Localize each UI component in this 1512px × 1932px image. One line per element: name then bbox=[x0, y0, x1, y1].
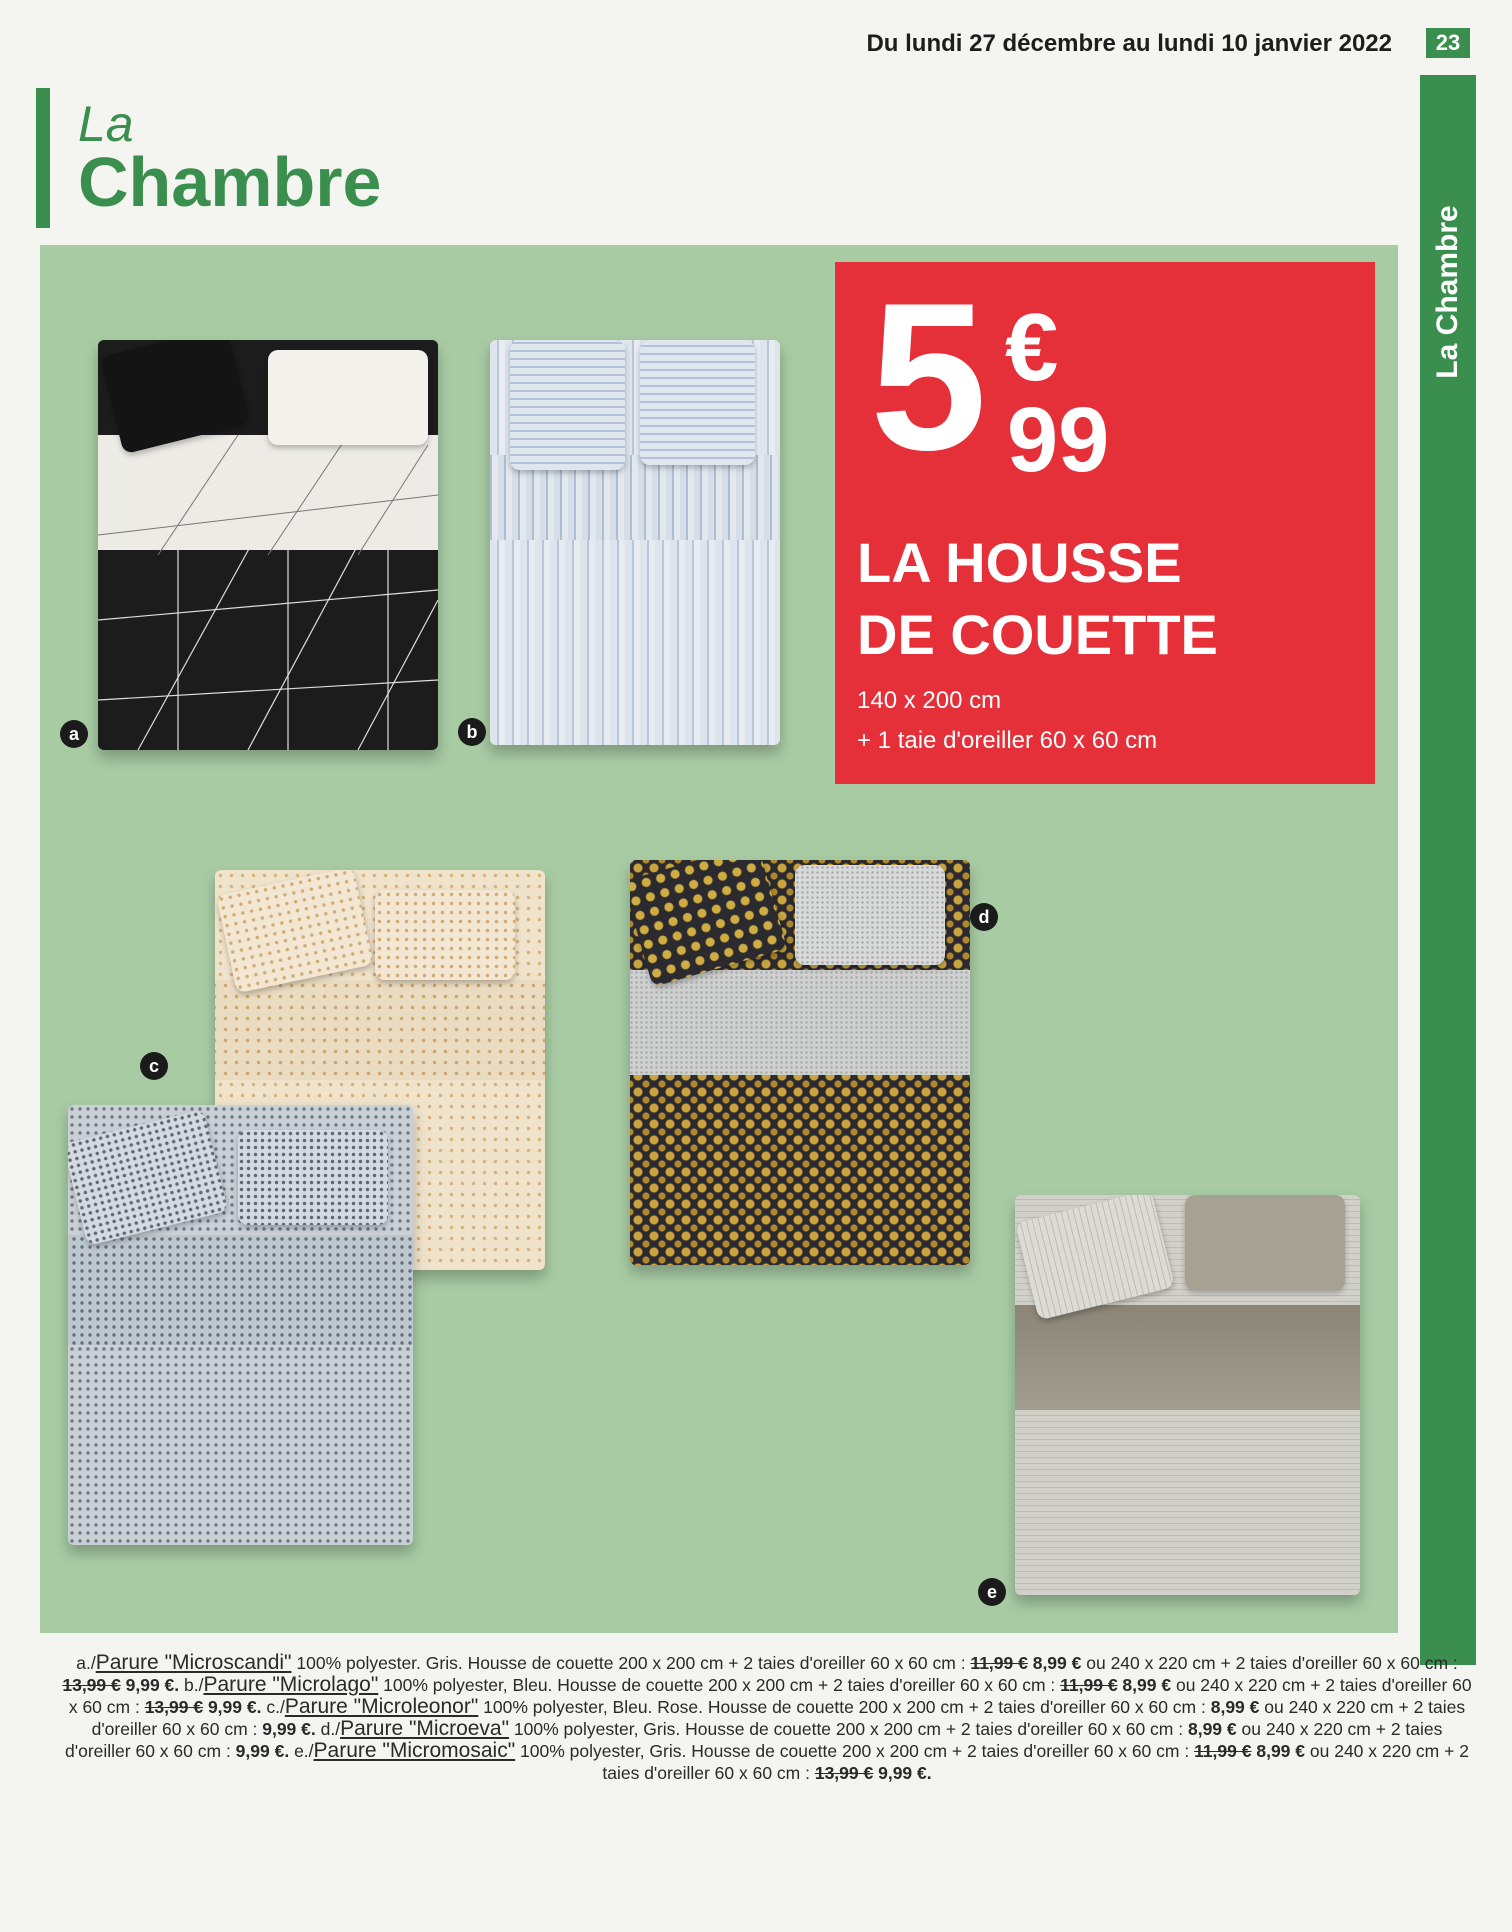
duvet-fold bbox=[68, 1235, 413, 1345]
duvet-fold bbox=[215, 980, 545, 1080]
side-tab-label: La Chambre bbox=[1431, 205, 1464, 379]
price-label-line2: DE COUETTE bbox=[857, 603, 1218, 666]
price-label-line1: LA HOUSSE bbox=[857, 531, 1182, 594]
price-cents: 99 bbox=[1007, 389, 1110, 491]
pillow-right bbox=[640, 340, 755, 465]
description-a: a./Parure "Microscandi" 100% polyester. Gris. Housse de couette 200 x 200 cm + 2 taies d'oreiller 60 x 60 cm : 11,99 € 8,99 € ou 240 x 220 cm + 2 taies d'oreiller 60 x 60 cm : 13,99 € 9,99 €. bbox=[62, 1651, 1458, 1695]
product-image-a bbox=[98, 340, 438, 750]
description-b: b./Parure "Microlago" 100% polyester, Bleu. Housse de couette 200 x 200 cm + 2 taies d'oreiller 60 x 60 cm : 11,99 € 8,99 € ou 240 x 220 cm + 2 taies d'oreiller 60 x 60 cm : 13,99 € 9,99 €. bbox=[68, 1673, 1472, 1717]
pillow-left bbox=[216, 870, 374, 993]
pillow-check bbox=[1015, 1195, 1175, 1320]
product-image-d bbox=[630, 860, 970, 1265]
price-promo-box bbox=[835, 259, 1375, 784]
pillow-right bbox=[375, 890, 515, 980]
description-c: c./Parure "Microleonor" 100% polyester, Bleu. Rose. Housse de couette 200 x 200 cm + 2 taies d'oreiller 60 x 60 cm : 8,99 € ou 240 x 220 cm + 2 taies d'oreiller 60 x 60 cm : 9,99 €. bbox=[91, 1695, 1466, 1739]
price-currency: € bbox=[1005, 294, 1059, 401]
page-number: 23 bbox=[1426, 28, 1470, 58]
pillow-taupe bbox=[1185, 1195, 1345, 1290]
title-accent-bar bbox=[36, 88, 50, 228]
price-extra: + 1 taie d'oreiller 60 x 60 cm bbox=[857, 727, 1158, 754]
product-image-b bbox=[490, 340, 780, 745]
section-title-small: La bbox=[78, 96, 134, 152]
duvet-fold bbox=[630, 970, 970, 1075]
side-tab bbox=[1420, 75, 1476, 1665]
pillow-white bbox=[268, 350, 428, 445]
product-marker-c: c bbox=[140, 1052, 168, 1080]
product-marker-e: e bbox=[978, 1578, 1006, 1606]
duvet-fold bbox=[1015, 1305, 1360, 1410]
date-range: Du lundi 27 décembre au lundi 10 janvier 2022 bbox=[866, 30, 1392, 57]
product-image-c-variant bbox=[68, 1105, 413, 1545]
pillow-floral bbox=[630, 860, 787, 987]
product-marker-b: b bbox=[458, 718, 486, 746]
price-size: 140 x 200 cm bbox=[857, 687, 1002, 714]
product-marker-d: d bbox=[970, 903, 998, 931]
pillow-left bbox=[68, 1109, 229, 1246]
product-marker-a: a bbox=[60, 720, 88, 748]
pillow-right bbox=[238, 1130, 388, 1225]
fold-pattern bbox=[98, 435, 438, 555]
pillow-left bbox=[510, 340, 625, 470]
pillow-grey bbox=[795, 865, 945, 965]
description-e: e./Parure "Micromosaic" 100% polyester, Gris. Housse de couette 200 x 200 cm + 2 taies d'oreiller 60 x 60 cm : 11,99 € 8,99 € ou 240 x 220 cm + 2 taies d'oreiller 60 x 60 cm : 13,99 € 9,99 €. bbox=[294, 1739, 1469, 1783]
product-descriptions bbox=[58, 1652, 1476, 1784]
description-d: d./Parure "Microeva" 100% polyester, Gris. Housse de couette 200 x 200 cm + 2 taies d'oreiller 60 x 60 cm : 8,99 € ou 240 x 220 cm + 2 taies d'oreiller 60 x 60 cm : 9,99 €. bbox=[65, 1717, 1443, 1761]
price-integer: 5 bbox=[870, 259, 987, 494]
product-image-e bbox=[1015, 1195, 1360, 1595]
section-title: Chambre bbox=[78, 143, 382, 221]
